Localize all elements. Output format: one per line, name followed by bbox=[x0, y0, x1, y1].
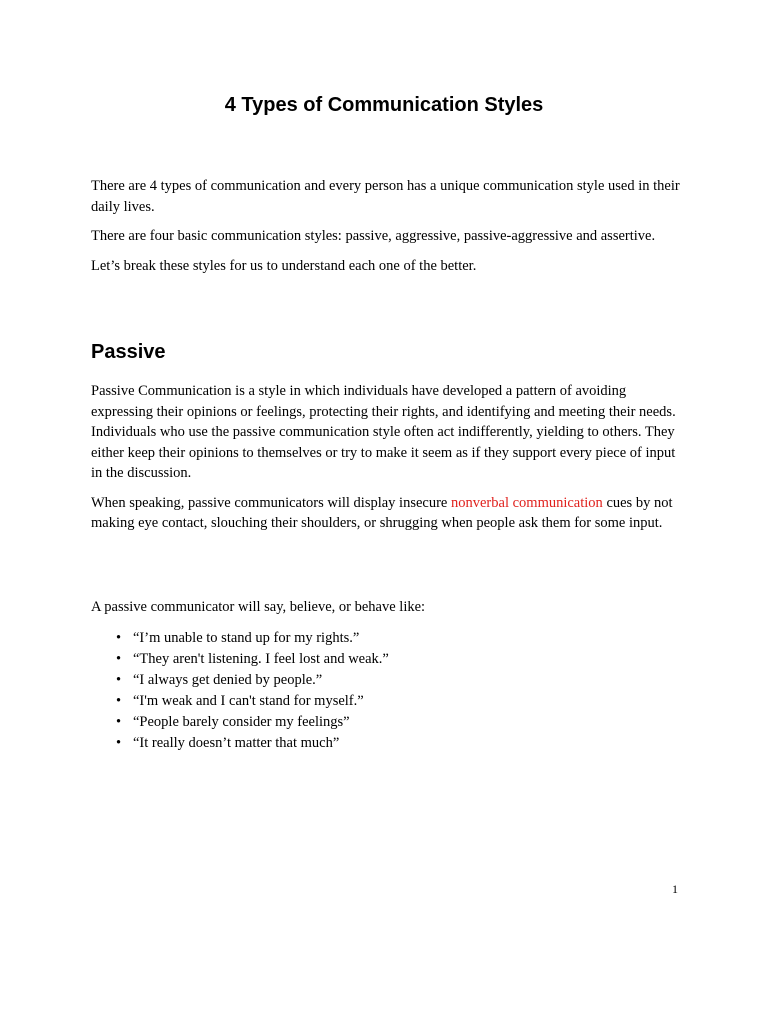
passive-quotes-list bbox=[91, 628, 389, 754]
list-item bbox=[91, 733, 389, 754]
passive-definition-paragraph: Passive Communication is a style in which individuals have developed a pattern of avoiding expressing their opinions or feelings, protecting their rights, and identifying and meeting their needs. Individuals who use the passive communication style often act indifferently, yielding to others. They either keep their opinions to themselves or try to make it seem as if they support every piece of input in the discussion. bbox=[91, 383, 676, 481]
list-item-text: “I’m unable to stand up for my rights.” bbox=[133, 630, 360, 646]
intro-section bbox=[91, 176, 681, 285]
list-item-text: “It really doesn’t matter that much” bbox=[133, 735, 340, 751]
intro-paragraph: Let’s break these styles for us to understand each one of the better. bbox=[91, 257, 477, 274]
bullet-icon: • bbox=[116, 630, 122, 646]
passive-nonverbal-paragraph bbox=[91, 493, 681, 534]
nonverbal-communication-link[interactable]: nonverbal communication bbox=[451, 494, 603, 511]
list-item bbox=[91, 691, 389, 712]
bullet-icon: • bbox=[116, 651, 122, 667]
list-item-text: “People barely consider my feelings” bbox=[133, 714, 350, 730]
list-item-text: “They aren't listening. I feel lost and weak.” bbox=[133, 651, 389, 667]
list-item bbox=[91, 670, 389, 691]
bullet-icon: • bbox=[116, 693, 122, 709]
section-heading-passive: Passive bbox=[91, 341, 166, 363]
list-item bbox=[91, 628, 389, 649]
list-item bbox=[91, 712, 389, 733]
intro-paragraph: There are 4 types of communication and every person has a unique communication style used in their daily lives. bbox=[91, 178, 680, 215]
passive-section-body bbox=[91, 381, 681, 543]
paragraph-text: When speaking, passive communicators will display insecure bbox=[91, 494, 451, 511]
document-title: 4 Types of Communication Styles bbox=[224, 94, 544, 116]
list-item bbox=[91, 649, 389, 670]
intro-paragraph: There are four basic communication styles: passive, aggressive, passive-aggressive and assertive. bbox=[91, 228, 656, 244]
list-item-text: “I always get denied by people.” bbox=[133, 672, 323, 688]
list-item-text: “I'm weak and I can't stand for myself.” bbox=[133, 693, 364, 709]
passive-lead-in: A passive communicator will say, believe, or behave like: bbox=[91, 599, 426, 615]
page-number: 1 bbox=[672, 882, 678, 896]
bullet-icon: • bbox=[116, 672, 122, 688]
paragraph-text: cues by not making eye contact, slouching their shoulders, or shrugging when people ask them for some input. bbox=[91, 494, 673, 531]
bullet-icon: • bbox=[116, 714, 122, 730]
bullet-icon: • bbox=[116, 735, 122, 751]
